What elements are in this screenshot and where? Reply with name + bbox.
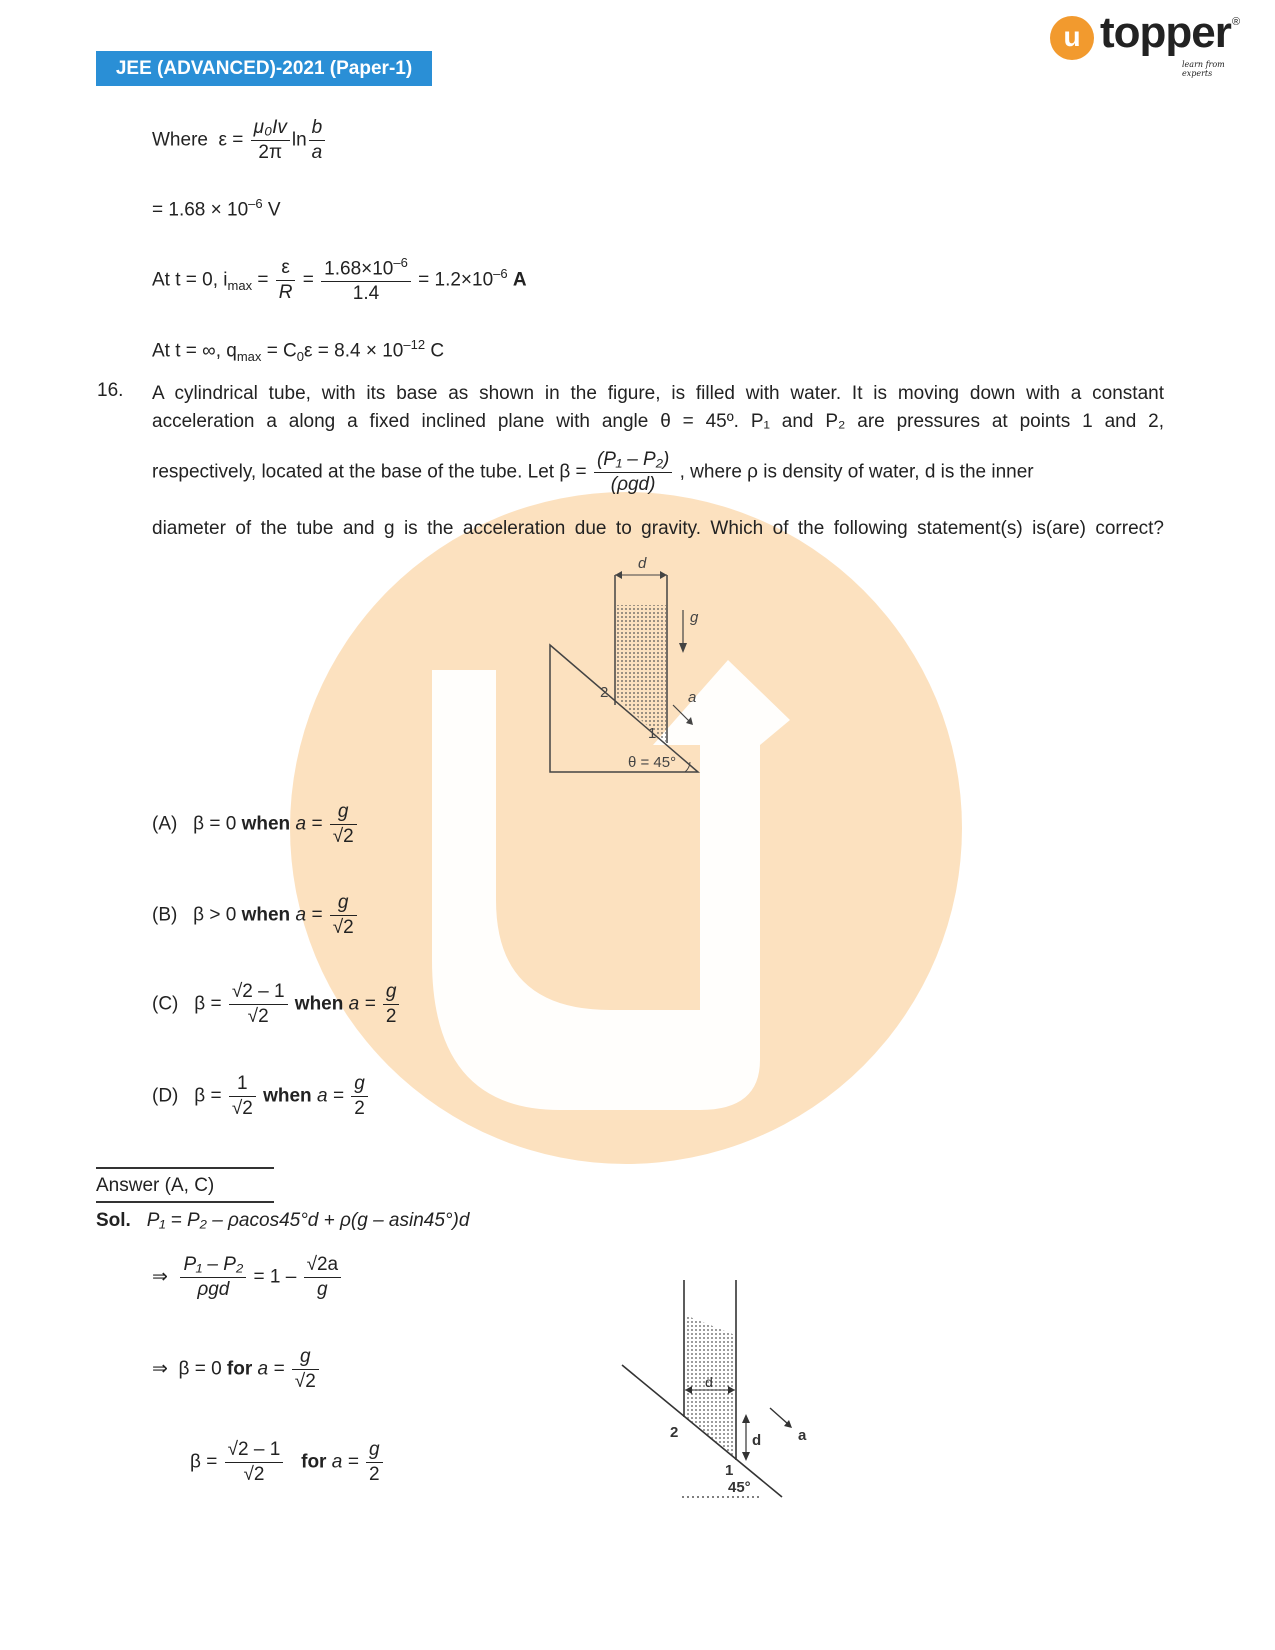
emf-value: = $1.68 \times 10^{-6}$ V (152, 196, 281, 221)
option-d: (D) β = $\frac{1}{√2}$ when a = $\frac{g}{2}$ (152, 1072, 370, 1121)
sol-label-d-vertical: d (752, 1432, 762, 1449)
incline-tube-figure (540, 555, 720, 775)
ln-label: ln (291, 129, 307, 151)
option-b: (B) β > 0 when a = $\frac{g}{√2}$ (152, 891, 359, 940)
imax-frac-1: $\frac{\varepsilon}{R}$ (276, 256, 296, 305)
question-line-3: respectively, located at the base of the tube. Let β = $\frac{\text{(P₁ – P₂)}}{\text{(ρgd)}}$ , where ρ is density of water, d is the inner (152, 449, 1034, 495)
exam-badge: JEE (ADVANCED)-2021 (Paper-1) (96, 51, 432, 86)
label-theta: θ = 45° (628, 754, 677, 771)
solution-figure (610, 1280, 830, 1510)
question-line-2: acceleration a along a fixed inclined plane with angle θ = 45º. P₁ and P₂ are pressures at points 1 and 2, (152, 411, 1164, 432)
beta-fraction: $\frac{\text{(P₁ – P₂)}}{\text{(ρgd)}}$ (594, 448, 672, 497)
emf-fraction: $\frac{\text{μ₀Iv}}{2\pi}$ (251, 116, 290, 165)
solution-eq-1: Sol. P₁ = P₂ – ρacos45°d + ρ(g – asin45°)d (96, 1210, 470, 1231)
logo-icon: u (1050, 16, 1094, 60)
sol-label-2: 2 (670, 1424, 679, 1441)
logo-registered: ® (1232, 16, 1241, 28)
solution-step-1: ⇒ $\frac{\text{P₁ – P₂}}{\text{ρgd}}$ = 1 – $\frac{√2a}{g}$ (152, 1253, 343, 1302)
question-line-1: A cylindrical tube, with its base as shown in the figure, is filled with water. It is moving down with a constant (152, 383, 1164, 404)
sol-label-a: a (798, 1427, 807, 1444)
imax-equation: At t = 0, $i_{max}$ = $\frac{\varepsilon}{R}$ = $\frac{1.68\times 10^{-6}}{1.4}$ = $1.2\times 10^{-6}$ A (152, 255, 527, 305)
solution-step-2: ⇒ β = 0 for a = $\frac{g}{√2}$ (152, 1345, 321, 1394)
imax-frac-2: $\frac{1.68\times 10^{-6}}{1.4}$ (321, 255, 411, 306)
question-number: 16. (97, 380, 124, 401)
question-line-4: diameter of the tube and g is the acceleration due to gravity. Which of the following statement(s) is(are) correct? (152, 518, 1164, 539)
logo-name: topper (1100, 8, 1231, 57)
label-a: a (688, 689, 697, 706)
where-label: Where (152, 129, 208, 151)
label-d: d (638, 555, 647, 572)
solution-step-3: β = $\frac{√2 - 1}{√2}$ for a = $\frac{g}{2}$ (190, 1438, 385, 1487)
sol-label-angle: 45° (728, 1479, 751, 1496)
emf-formula (152, 116, 327, 165)
emf-symbol: ε = (218, 129, 244, 151)
ln-fraction: $\frac{b}{a}$ (309, 116, 326, 165)
option-a: (A) β = 0 when a = $\frac{g}{√2}$ (152, 800, 359, 849)
label-point-1: 1 (648, 725, 657, 742)
label-point-2: 2 (600, 684, 609, 701)
sol-label-1: 1 (725, 1462, 734, 1479)
option-c: (C) β = $\frac{√2 - 1}{√2}$ when a = $\frac{g}{2}$ (152, 980, 401, 1029)
label-g: g (690, 609, 699, 626)
topper-logo (1050, 8, 1250, 78)
answer-box: Answer (A, C) (96, 1167, 274, 1203)
sol-label-d-horizontal: d (705, 1374, 713, 1390)
qmax-equation: At t = ∞, $q_{max} = C_0\varepsilon = 8.4 \times 10^{-12}$ C (152, 337, 445, 365)
logo-tagline: learn from experts (1182, 60, 1225, 78)
